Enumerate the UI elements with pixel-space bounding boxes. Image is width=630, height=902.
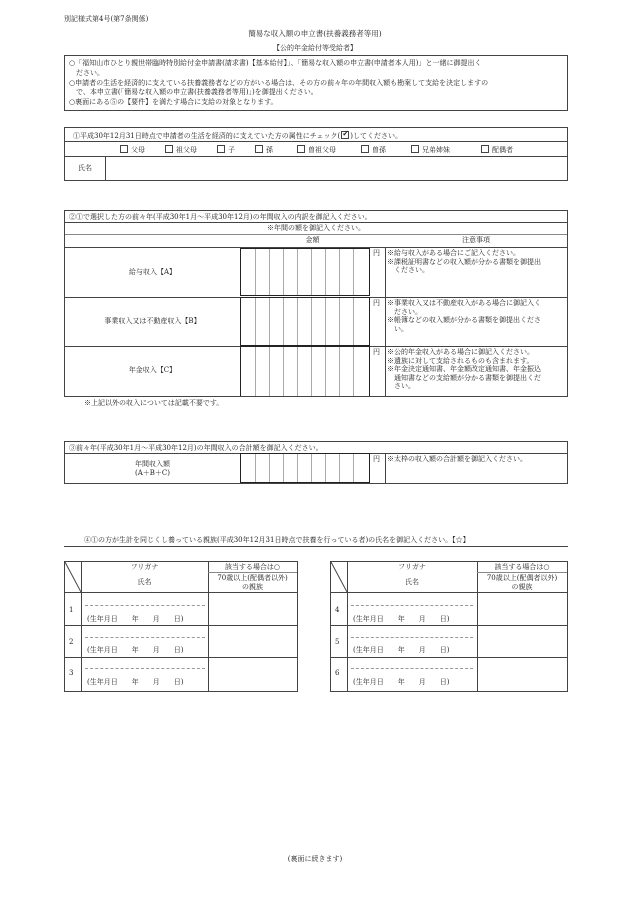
- amount-field-salary[interactable]: [240, 248, 370, 296]
- intro-line: ○「福知山市ひとり親世帯臨時特別給付金申請書(請求書)【基本給付】」、「簡易な収入額の申立書(申請者本人用)」と一緒に御提出く: [69, 59, 482, 67]
- col-notes-header: 注意事項: [462, 236, 490, 244]
- name-field[interactable]: [107, 157, 565, 179]
- amount-field-business[interactable]: [240, 297, 370, 346]
- row-number: 2: [69, 638, 74, 646]
- row-number: 1: [69, 606, 74, 614]
- form-number: 別記様式第4号(第7条関係): [64, 15, 149, 23]
- yen-label: 円: [373, 299, 380, 307]
- intro-line: ださい。: [69, 68, 104, 77]
- checkbox-grandchild[interactable]: [255, 145, 263, 153]
- birthdate-field[interactable]: (生年月日 年 月 日): [87, 646, 184, 654]
- section4-instruction: ④①の方が生計を同じくし養っている親族(平成30年12月31日時点で扶養を行っている者)の氏名を御記入ください。【☆】: [84, 536, 470, 544]
- checkbox-example-icon: [341, 131, 349, 139]
- applicable-header: 該当する場合は○: [494, 563, 550, 571]
- row-number: 5: [335, 638, 340, 646]
- section1-instruction: ①平成30年12月31日時点で申請者の生活を経済的に支えていた方の属性にチェック(✓ )してください。: [73, 131, 402, 141]
- yen-label: 円: [373, 249, 380, 257]
- checkbox-child[interactable]: [217, 145, 225, 153]
- intro-line: ○裏面にある⑤の【要件】を満たす場合に支給の対象となります。: [69, 98, 278, 107]
- total-label: 年間収入額 (A＋B＋C): [134, 460, 171, 477]
- section3-instruction: ③前々年(平成30年1月～平成30年12月)の年間収入の合計額を御記入ください。: [69, 444, 323, 452]
- name-label: 氏名: [78, 164, 92, 172]
- birthdate-field[interactable]: (生年月日 年 月 日): [87, 615, 184, 623]
- row-number: 4: [335, 606, 340, 614]
- col-amount-header: 金額: [305, 236, 320, 244]
- checkbox-grandparent[interactable]: [165, 145, 173, 153]
- checkbox-parent[interactable]: [120, 145, 128, 153]
- total-note: ※太枠の収入額の合計額を御記入ください。: [387, 455, 527, 463]
- name-header: 氏名: [405, 578, 419, 586]
- section2-sub: ※年間の額を御記入ください。: [267, 224, 365, 232]
- birthdate-field[interactable]: (生年月日 年 月 日): [353, 615, 450, 623]
- dependents-table-left: [64, 561, 298, 692]
- section2-footnote: ※上記以外の収入については記載不要です。: [84, 399, 224, 407]
- diagonal-line: [65, 562, 81, 592]
- name-header: 氏名: [137, 578, 152, 586]
- form-subtitle: 【公的年金給付等受給者】: [273, 44, 357, 52]
- row-label-pension: 年金収入【C】: [128, 366, 177, 374]
- row-label-salary: 給与収入【A】: [128, 268, 177, 276]
- checkbox-great-grandparent[interactable]: [297, 145, 305, 153]
- notes-pension: ※公的年金収入がある場合に御記入ください。 ※遺族に対して支給されるものも含まれます。 ※年金決定通知書、年金額改定通知書、年金振込 通知書などの支給額が分かる書類を御提出くだ さい。: [387, 348, 541, 391]
- intro-line: ○申請者の生活を経済的に支えている扶養義務者などの方がいる場合は、その方の前々年の年間収入額も勘案して支給を決定しますの: [69, 78, 489, 87]
- checkbox-great-grandchild[interactable]: [361, 145, 369, 153]
- diagonal-line: [331, 562, 347, 592]
- intro-text: [69, 59, 488, 108]
- checkbox-spouse[interactable]: [481, 145, 489, 153]
- yen-label: 円: [373, 348, 380, 356]
- section1-box: ①平成30年12月31日時点で申請者の生活を経済的に支えていた方の属性にチェック(✓ )してください。 父母 祖父母 子 孫 曽祖父母 曽孫 兄弟姉妹 配偶者 氏名: [64, 127, 568, 181]
- amount-field-pension[interactable]: [240, 346, 370, 397]
- yen-label: 円: [373, 455, 380, 463]
- row-label-business: 事業収入又は不動産収入【B】: [104, 317, 201, 325]
- notes-salary: ※給与収入がある場合にご記入ください。 ※課税証明書などの収入額が分かる書類を御提出 ください。: [387, 249, 541, 275]
- over70-header: 70歳以上(配偶者以外) の親族: [486, 574, 558, 591]
- row-number: 3: [69, 669, 74, 677]
- row-number: 6: [335, 669, 340, 677]
- section2-instruction: ②①で選択した方の前々年(平成30年1月～平成30年12月)の年間収入の内訳を御記入ください。: [69, 213, 372, 221]
- notes-business: ※事業収入又は不動産収入がある場合に御記入く ださい。 ※帳簿などの収入額が分かる書類を御提出くださ い。: [387, 299, 541, 333]
- birthdate-field[interactable]: (生年月日 年 月 日): [353, 646, 450, 654]
- furigana-header: フリガナ: [398, 563, 426, 571]
- form-title: 簡易な収入額の申立書(扶養義務者等用): [248, 29, 382, 38]
- intro-box: [64, 55, 568, 111]
- birthdate-field[interactable]: (生年月日 年 月 日): [87, 678, 184, 686]
- over70-header: 70歳以上(配偶者以外) の親族: [217, 574, 288, 591]
- intro-line: で、本申立書(「簡易な収入額の申立書(扶養義務者等用)」)を御提出ください。: [69, 88, 318, 97]
- continue-note: (裏面に続きます): [287, 855, 343, 863]
- birthdate-field[interactable]: (生年月日 年 月 日): [353, 678, 450, 686]
- furigana-header: フリガナ: [130, 563, 159, 571]
- checkbox-sibling[interactable]: [411, 145, 419, 153]
- section2-box: [64, 210, 568, 396]
- amount-field-total[interactable]: [240, 453, 370, 483]
- dependents-table-right: [330, 561, 568, 692]
- section3-box: [64, 441, 568, 484]
- applicable-header: 該当する場合は○: [224, 563, 281, 571]
